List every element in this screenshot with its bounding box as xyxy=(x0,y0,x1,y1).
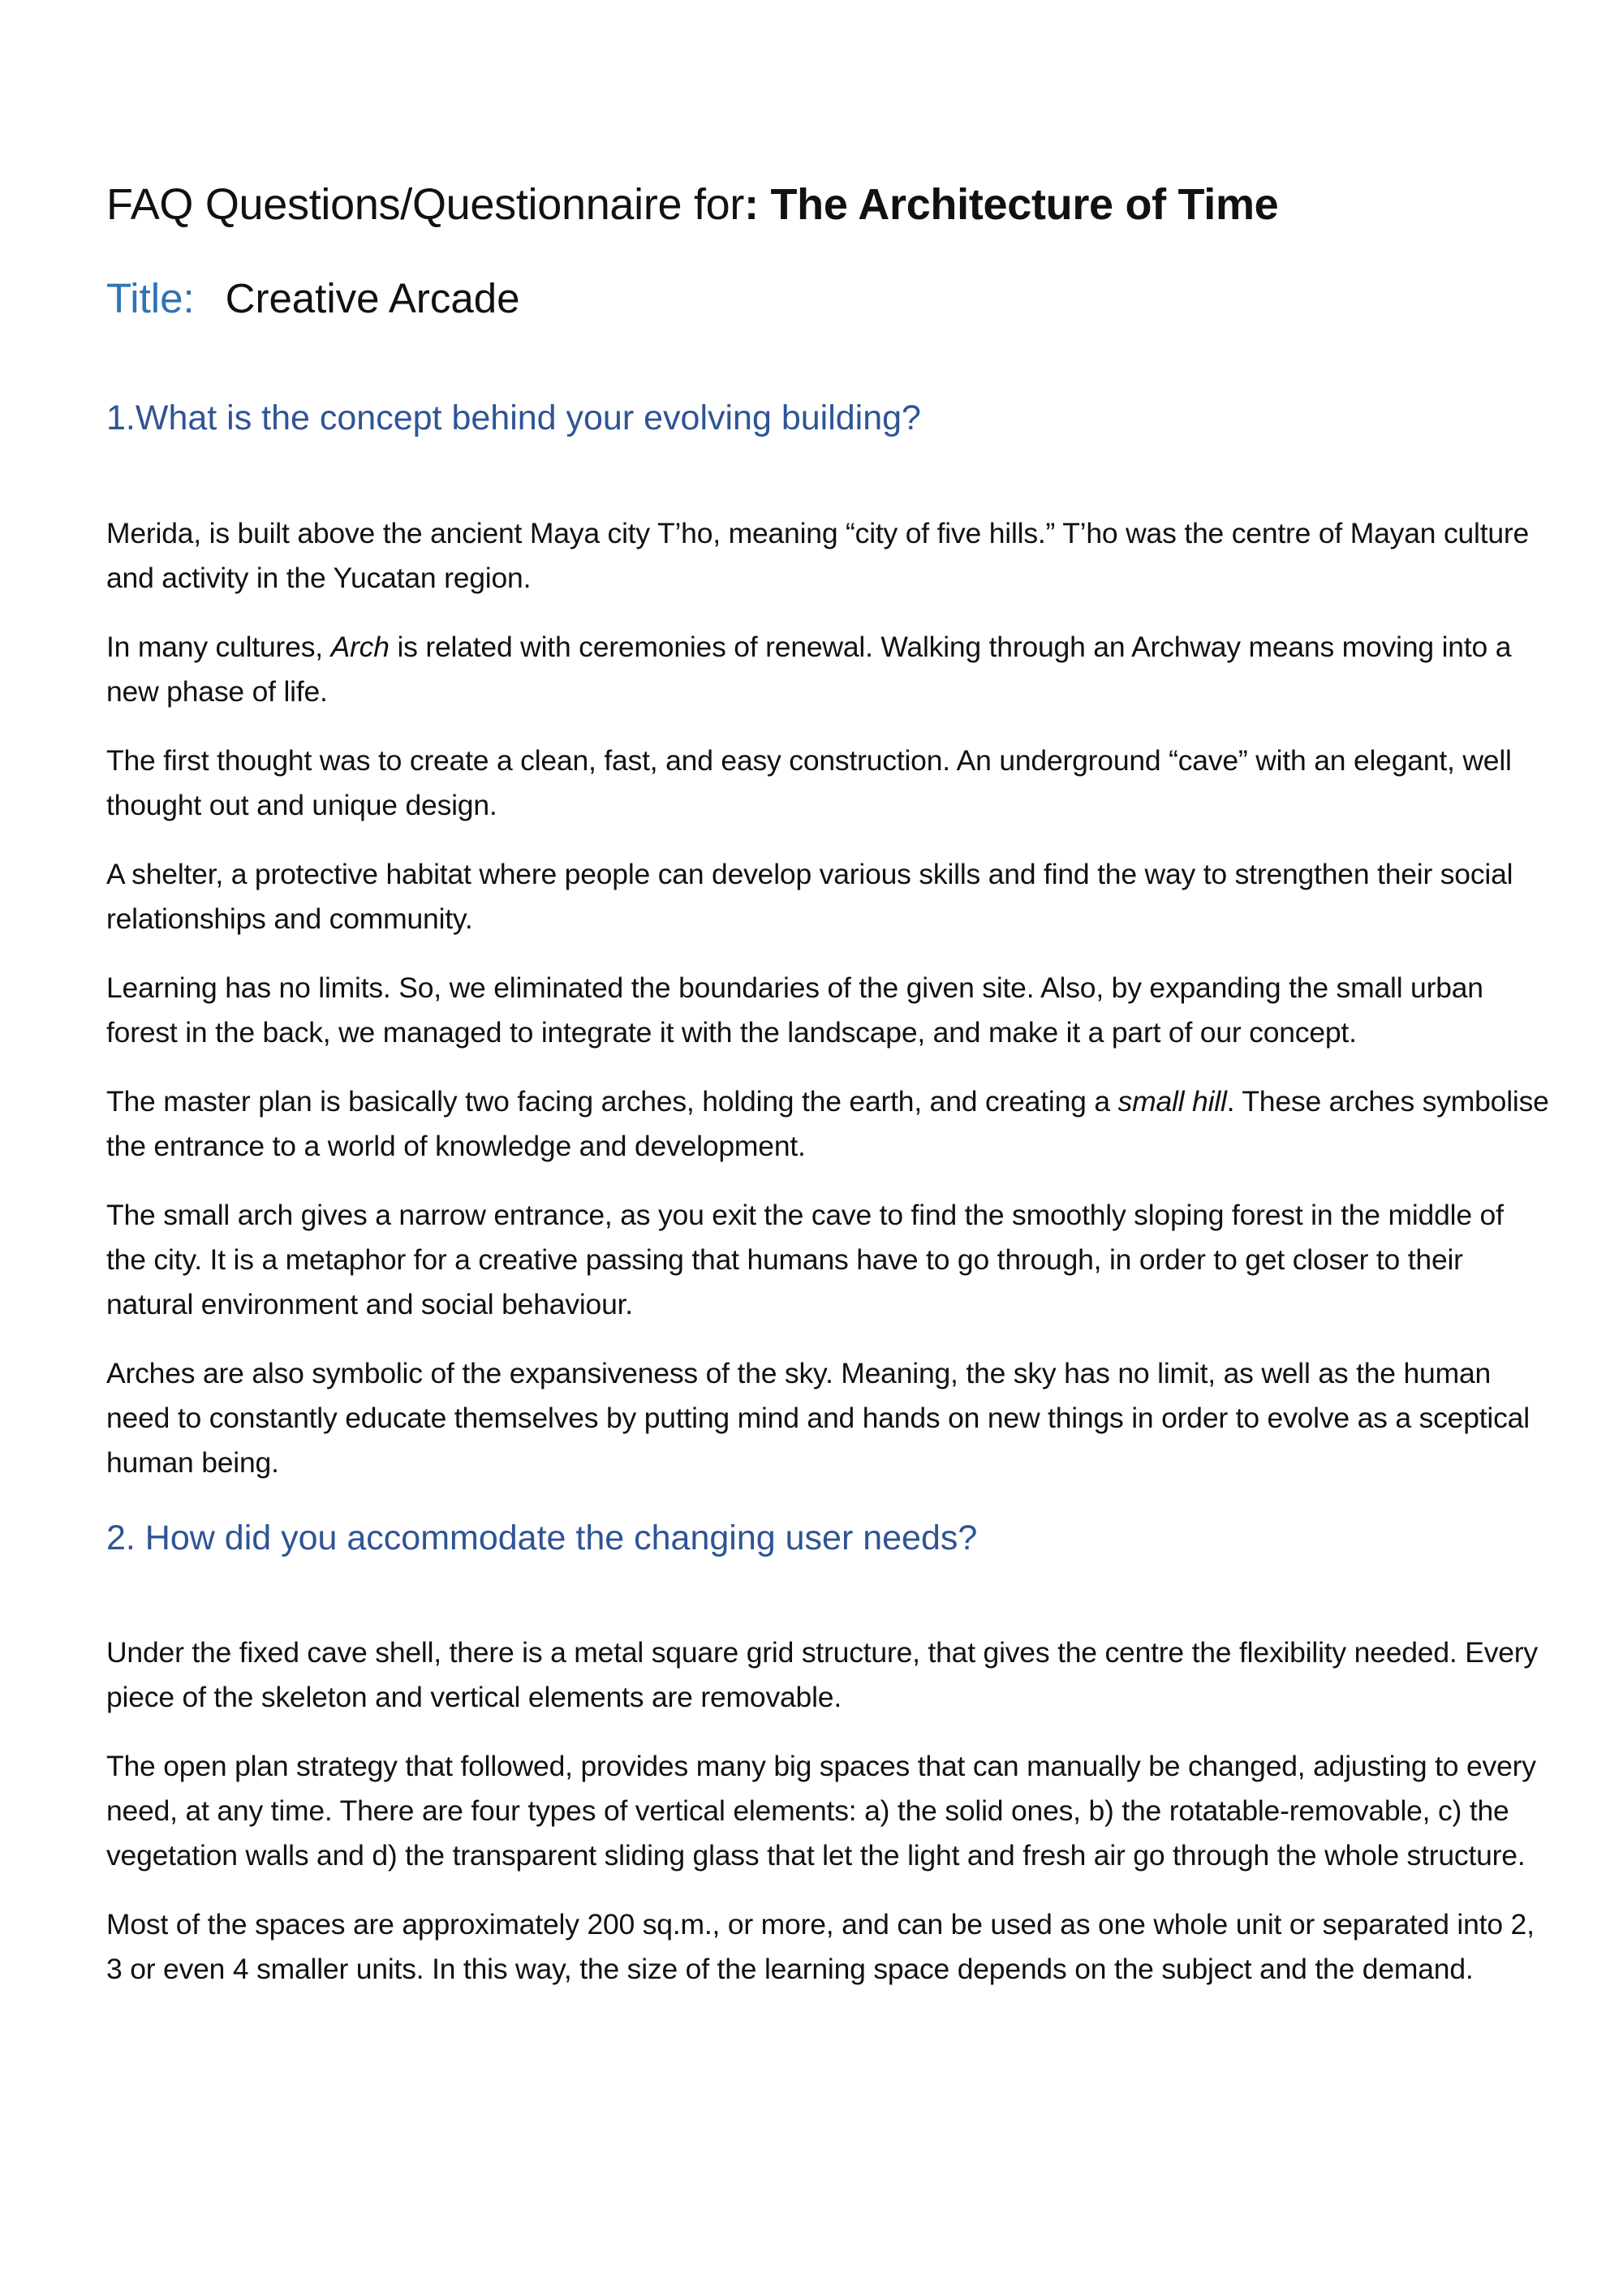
document-title-bold: : The Architecture of Time xyxy=(744,180,1279,229)
paragraph-text: . These arches symbolise the entrance to a world of knowledge and development. xyxy=(106,1084,1549,1162)
answer-1-paragraph xyxy=(106,625,1551,714)
answer-1-paragraph xyxy=(106,1079,1551,1169)
answer-1-paragraph: The first thought was to create a clean, fast, and easy construction. An underground “cave” with an elegant, well thought out and unique design. xyxy=(106,743,1512,821)
question-1-heading: 1.What is the concept behind your evolving building? xyxy=(106,398,921,437)
paragraph-italic-text: small hill xyxy=(1117,1084,1227,1118)
paragraph-text: The master plan is basically two facing arches, holding the earth, and creating a xyxy=(106,1084,1118,1118)
project-title-label: Title: xyxy=(106,274,195,321)
answer-1-paragraph: A shelter, a protective habitat where people can develop various skills and find the way to strengthen their social relationships and community. xyxy=(106,857,1513,935)
project-title-value: Creative Arcade xyxy=(225,274,520,321)
answer-2-paragraph: The open plan strategy that followed, provides many big spaces that can manually be changed, adjusting to every need, at any time. There are four types of vertical elements: a) the solid ones, b) the rotatable-removable, c) the vegetation walls and d) the transparent sliding glass that let the light and fresh air go through the whole structure. xyxy=(106,1750,1536,1872)
answer-1-paragraph: Arches are also symbolic of the expansiveness of the sky. Meaning, the sky has no limit, as well as the human need to constantly educate themselves by putting mind and hands on new things in order to evolve as a sceptical human being. xyxy=(106,1356,1530,1479)
answer-1-paragraph: Merida, is built above the ancient Maya city T’ho, meaning “city of five hills.” T’ho was the centre of Mayan culture and activity in the Yucatan region. xyxy=(106,516,1530,594)
paragraph-text: In many cultures, xyxy=(106,630,331,663)
document-page xyxy=(106,179,1551,2016)
answer-1-paragraph: The small arch gives a narrow entrance, as you exit the cave to find the smoothly sloping forest in the middle of the city. It is a metaphor for a creative passing that humans have to go through, in order to get closer to their natural environment and social behaviour. xyxy=(106,1198,1504,1320)
answer-2-paragraph: Under the fixed cave shell, there is a metal square grid structure, that gives the centre the flexibility needed. Every piece of the skeleton and vertical elements are removable. xyxy=(106,1636,1538,1714)
project-title xyxy=(106,274,1551,323)
answer-2-paragraph: Most of the spaces are approximately 200 sq.m., or more, and can be used as one whole unit or separated into 2, 3 or even 4 smaller units. In this way, the size of the learning space depends on the subject and the demand. xyxy=(106,1908,1535,1986)
paragraph-text: is related with ceremonies of renewal. Walking through an Archway means moving into a new phase of life. xyxy=(106,630,1512,708)
paragraph-italic-text: Arch xyxy=(330,630,390,663)
document-title xyxy=(106,179,1551,231)
document-title-prefix: FAQ Questions/Questionnaire for xyxy=(106,180,745,229)
question-2-heading: 2. How did you accommodate the changing user needs? xyxy=(106,1518,978,1557)
answer-1-paragraph: Learning has no limits. So, we eliminated the boundaries of the given site. Also, by expanding the small urban forest in the back, we managed to integrate it with the landscape, and make it a part of our concept. xyxy=(106,971,1483,1049)
